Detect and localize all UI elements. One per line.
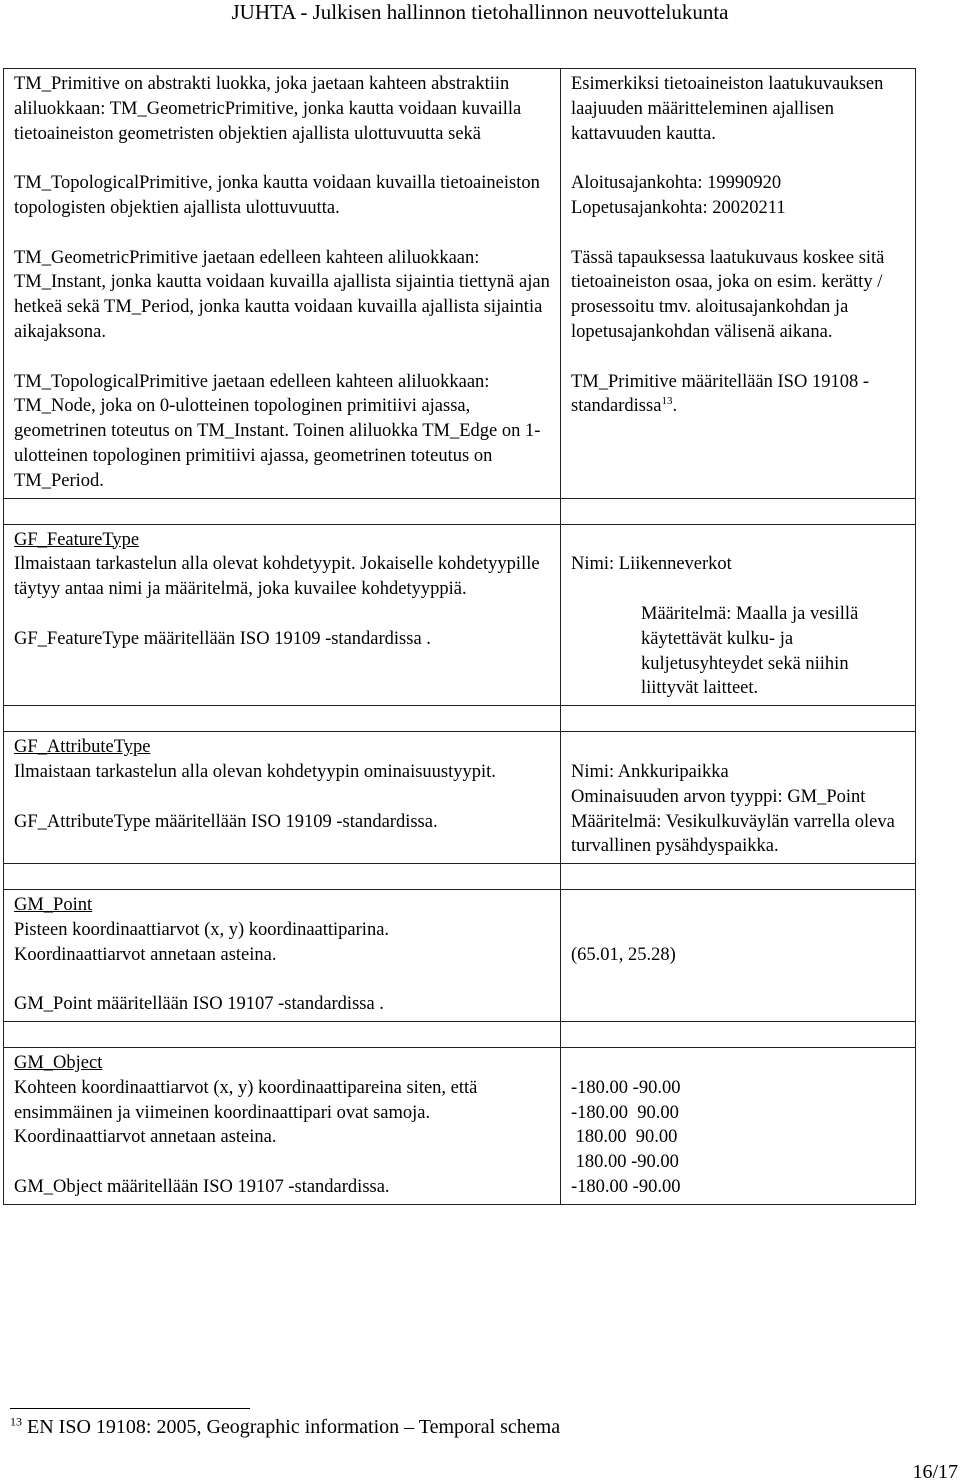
definition-cell bbox=[4, 524, 561, 706]
end-date: Lopetusajankohta: 20020211 bbox=[571, 197, 786, 218]
footnote-number: 13 bbox=[10, 1414, 22, 1429]
period: . bbox=[672, 396, 678, 417]
spacer bbox=[571, 528, 907, 553]
paragraph: TM_TopologicalPrimitive, jonka kautta voidaan kuvailla tietoaineiston topologisten objektien ajallista ulottuvuutta. bbox=[14, 173, 540, 218]
footnote bbox=[10, 1414, 560, 1440]
table-row-gf-attributetype bbox=[4, 732, 916, 864]
spacer bbox=[571, 1051, 907, 1076]
example-type: Ominaisuuden arvon tyyppi: GM_Point bbox=[571, 786, 866, 807]
separator-row bbox=[4, 498, 916, 524]
definition-cell bbox=[4, 732, 561, 864]
coordinate-pair: 180.00 90.00 bbox=[571, 1127, 678, 1148]
separator-cell bbox=[561, 1022, 916, 1048]
separator-cell bbox=[4, 864, 561, 890]
separator-row bbox=[4, 706, 916, 732]
separator-cell bbox=[4, 498, 561, 524]
standard-text: TM_Primitive määritellään ISO 19108 -standardissa bbox=[571, 371, 869, 417]
example-definition: Määritelmä: Maalla ja vesillä käytettävät kulku- ja kuljetusyhteydet sekä niihin liittyvät laitteet. bbox=[641, 603, 859, 699]
term-title: GM_Point bbox=[14, 895, 93, 916]
description: Kohteen koordinaattiarvot (x, y) koordinaattipareina siten, että ensimmäinen ja viimeinen koordinaattipari ovat samoja. Koordinaattiarvot annetaan asteina. bbox=[14, 1077, 478, 1148]
separator-row bbox=[4, 1022, 916, 1048]
footnote-marker: 13 bbox=[661, 395, 673, 408]
page-number: 16/17 bbox=[912, 1461, 958, 1483]
example-cell bbox=[561, 732, 916, 864]
separator-cell bbox=[561, 498, 916, 524]
table-row-gf-featuretype bbox=[4, 524, 916, 706]
separator-row bbox=[4, 864, 916, 890]
example-cell bbox=[561, 524, 916, 706]
example-dates bbox=[571, 171, 907, 221]
example-cell bbox=[561, 69, 916, 499]
example-text: Esimerkiksi tietoaineiston laatukuvauksen laajuuden määritteleminen ajallisen kattavuuden kautta. bbox=[571, 74, 884, 144]
coordinate-pair: 180.00 -90.00 bbox=[571, 1152, 679, 1173]
paragraph: TM_TopologicalPrimitive jaetaan edelleen kahteen aliluokkaan: TM_Node, joka on 0-ulotteinen topologinen primitiivi ajassa, geometrinen toteutus on TM_Instant. Toinen aliluokka TM_Edge on 1-ulotteinen topologinen primitiivi ajassa, geometrinen toteutus on TM_Period. bbox=[14, 371, 541, 491]
page-header: JUHTA - Julkisen hallinnon tietohallinnon neuvottelukunta bbox=[231, 0, 729, 24]
coordinate-pair: -180.00 -90.00 bbox=[571, 1177, 681, 1198]
separator-cell bbox=[4, 1022, 561, 1048]
example-coordinates: (65.01, 25.28) bbox=[571, 944, 676, 965]
definition-cell bbox=[4, 890, 561, 1022]
standard-reference: GF_FeatureType määritellään ISO 19109 -standardissa . bbox=[14, 628, 431, 649]
table-row-gm-point bbox=[4, 890, 916, 1022]
paragraph: TM_Primitive on abstrakti luokka, joka jaetaan kahteen abstraktiin aliluokkaan: TM_GeometricPrimitive, jonka kautta voidaan kuvailla tietoaineiston geometristen objektien ajallista ulottuvuutta sekä bbox=[14, 74, 522, 144]
separator-cell bbox=[4, 706, 561, 732]
footnote-text: EN ISO 19108: 2005, Geographic information – Temporal schema bbox=[22, 1416, 561, 1438]
standard-reference: GF_AttributeType määritellään ISO 19109 -standardissa. bbox=[14, 811, 438, 832]
start-date: Aloitusajankohta: 19990920 bbox=[571, 173, 782, 194]
coordinate-pair: -180.00 -90.00 bbox=[571, 1077, 681, 1098]
specification-table bbox=[3, 68, 916, 1205]
table-row-tm-primitive bbox=[4, 69, 916, 499]
footnote-divider bbox=[10, 1408, 250, 1409]
example-definition: Määritelmä: Vesikulkuväylän varrella oleva turvallinen pysähdyspaikka. bbox=[571, 811, 895, 857]
spacer bbox=[571, 918, 907, 943]
separator-cell bbox=[561, 706, 916, 732]
description-line: Koordinaattiarvot annetaan asteina. bbox=[14, 944, 277, 965]
description: Ilmaistaan tarkastelun alla olevan kohdetyypin ominaisuustyypit. bbox=[14, 761, 496, 782]
separator-cell bbox=[561, 864, 916, 890]
example-cell bbox=[561, 890, 916, 1022]
term-title: GF_AttributeType bbox=[14, 737, 151, 758]
term-title: GM_Object bbox=[14, 1053, 103, 1074]
standard-reference bbox=[571, 370, 907, 420]
spacer bbox=[571, 735, 907, 760]
example-text: Tässä tapauksessa laatukuvaus koskee sitä tietoaineiston osaa, joka on esim. kerätty / prosessoitu tmv. aloitusajankohdan ja lopetusajankohdan välisenä aikana. bbox=[571, 247, 885, 342]
standard-reference: GM_Object määritellään ISO 19107 -standardissa. bbox=[14, 1177, 390, 1198]
coordinate-pair: -180.00 90.00 bbox=[571, 1102, 679, 1123]
table-row-gm-object bbox=[4, 1048, 916, 1205]
definition-cell bbox=[4, 69, 561, 499]
example-cell bbox=[561, 1048, 916, 1205]
description bbox=[14, 918, 552, 968]
paragraph: TM_GeometricPrimitive jaetaan edelleen kahteen aliluokkaan: TM_Instant, jonka kautta voidaan kuvailla ajallista sijaintia tiettynä ajan hetkeä sekä TM_Period, jonka kautta voidaan kuvailla ajallista sijaintia aikajaksona. bbox=[14, 247, 550, 342]
description: Ilmaistaan tarkastelun alla olevat kohdetyypit. Jokaiselle kohdetyypille täytyy antaa nimi ja määritelmä, joka kuvailee kohdetyyppiä. bbox=[14, 554, 540, 600]
term-title: GF_FeatureType bbox=[14, 529, 140, 550]
standard-reference: GM_Point määritellään ISO 19107 -standardissa . bbox=[14, 994, 384, 1015]
example-name: Nimi: Liikenneverkot bbox=[571, 554, 732, 575]
description-line: Pisteen koordinaattiarvot (x, y) koordinaattiparina. bbox=[14, 919, 390, 940]
spacer bbox=[571, 893, 907, 918]
definition-cell bbox=[4, 1048, 561, 1205]
example-name: Nimi: Ankkuripaikka bbox=[571, 761, 729, 782]
